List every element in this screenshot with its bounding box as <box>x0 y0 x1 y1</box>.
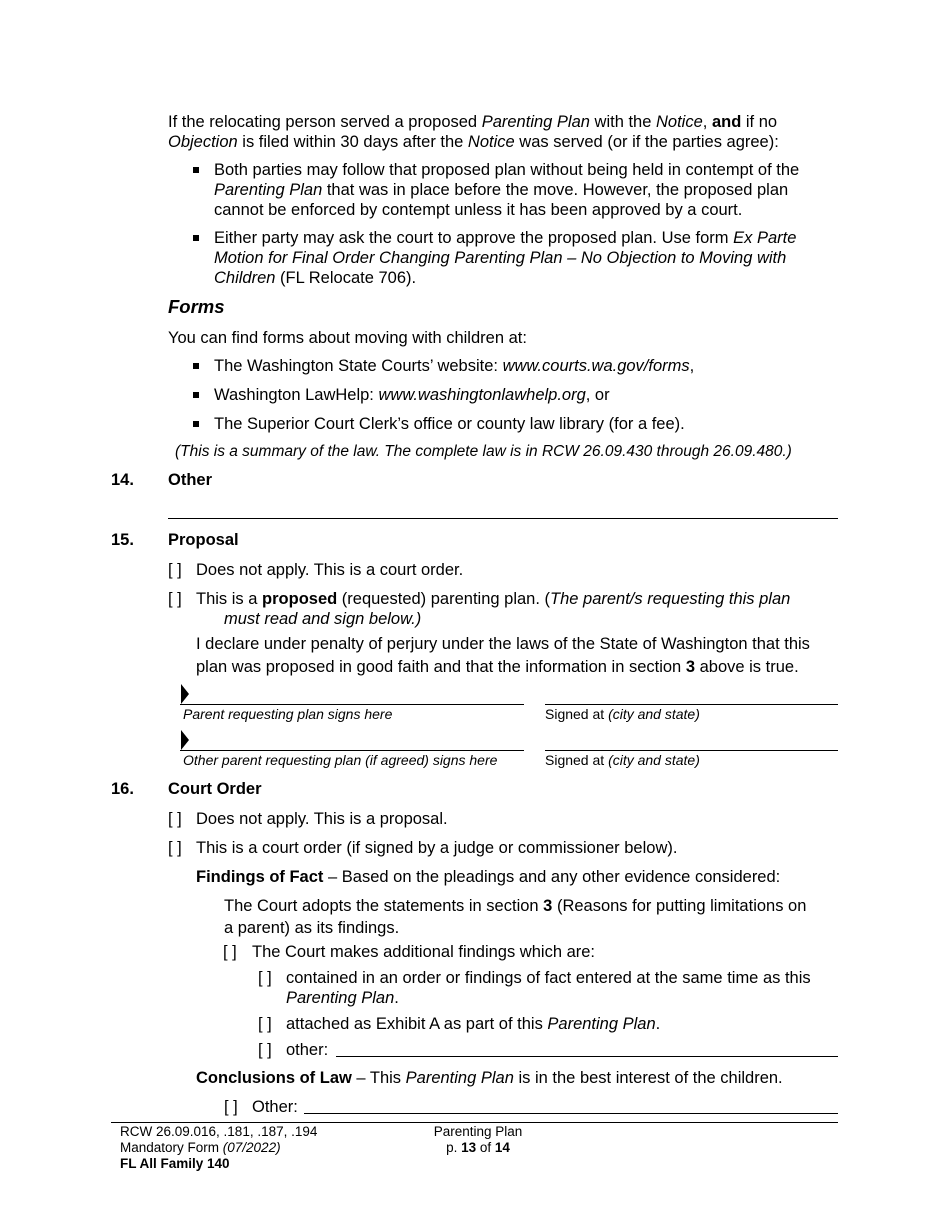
courts-link[interactable]: www.courts.wa.gov/forms <box>502 357 690 375</box>
bullet-approve-line3: Children (FL Relocate 706). <box>214 269 417 287</box>
bullet-approve-line1: Either party may ask the court to approve the proposed plan. Use form Ex Parte <box>214 229 797 247</box>
bullet-icon <box>193 392 199 398</box>
perjury-declaration-line2: plan was proposed in good faith and that the information in section 3 above is true. <box>196 658 799 676</box>
bullet-icon <box>193 167 199 173</box>
parent-signature-line[interactable] <box>180 704 524 705</box>
bullet-icon <box>193 363 199 369</box>
checkbox-exhibit-a[interactable]: [ ] <box>258 1015 272 1033</box>
signed-at-line-1[interactable] <box>545 704 838 705</box>
signed-at-label-2: Signed at (city and state) <box>545 752 700 768</box>
bullet-icon <box>193 235 199 241</box>
forms-clerk-item: The Superior Court Clerk’s office or county law library (for a fee). <box>214 415 685 433</box>
option-does-not-apply: Does not apply. This is a court order. <box>196 561 464 579</box>
forms-intro: You can find forms about moving with children at: <box>168 329 527 347</box>
forms-lawhelp-item: Washington LawHelp: www.washingtonlawhelp.org, or <box>214 386 610 404</box>
checkbox-contained-in-order[interactable]: [ ] <box>258 969 272 987</box>
section-16-title: Court Order <box>168 780 262 798</box>
sign-here-arrow-icon <box>181 684 189 704</box>
option-proposed-plan-line2: must read and sign below.) <box>224 610 422 628</box>
option-court-order: This is a court order (if signed by a judge or commissioner below). <box>196 839 678 857</box>
page-number: p. 13 of 14 <box>446 1140 510 1155</box>
forms-heading: Forms <box>168 296 225 317</box>
checkbox-does-not-apply-court-order[interactable]: [ ] <box>168 561 182 579</box>
section-14-title: Other <box>168 471 213 489</box>
perjury-declaration: I declare under penalty of perjury under the laws of the State of Washington that this plan was proposed in good faith and that the information in section 3 above is true. <box>196 633 810 679</box>
section-15-number: 15. <box>111 531 134 549</box>
bullet-contempt: Both parties may follow that proposed plan without being held in contempt of the Parenting Plan that was in place before the move. However, the proposed plan cannot be enforced by contempt unless it has been approved by a court. <box>214 161 800 219</box>
section-14-number: 14. <box>111 471 134 489</box>
bullet-icon <box>193 421 199 427</box>
forms-courts-item: The Washington State Courts’ website: www.courts.wa.gov/forms, <box>214 357 695 375</box>
conclusions-of-law: Conclusions of Law – This Parenting Plan is in the best interest of the children. <box>196 1069 783 1087</box>
other-conclusion-input-line[interactable] <box>304 1113 838 1114</box>
additional-findings-label: The Court makes additional findings which are: <box>252 943 596 961</box>
option-not-apply-proposal: Does not apply. This is a proposal. <box>196 810 448 828</box>
other-parent-signature-line[interactable] <box>180 750 524 751</box>
exhibit-a-text: attached as Exhibit A as part of this Parenting Plan. <box>286 1015 661 1033</box>
signed-at-label-1: Signed at (city and state) <box>545 706 700 722</box>
section-16-number: 16. <box>111 780 134 798</box>
checkbox-additional-findings[interactable]: [ ] <box>223 943 237 961</box>
signed-at-line-2[interactable] <box>545 750 838 751</box>
law-summary: (This is a summary of the law. The complete law is in RCW 26.09.430 through 26.09.480.) <box>175 443 792 460</box>
option-proposed-plan: This is a proposed (requested) parenting plan. (The parent/s requesting this plan <box>196 590 791 608</box>
footer-left: RCW 26.09.016, .181, .187, .194 Mandatory Form (07/2022) FL All Family 140 <box>120 1124 318 1171</box>
checkbox-proposed-plan[interactable]: [ ] <box>168 590 182 608</box>
court-adopts-line1: The Court adopts the statements in section 3 (Reasons for putting limitations on <box>224 897 807 915</box>
footer-center: Parenting Plan p. 13 of 14 <box>433 1124 523 1155</box>
bullet-approve: Either party may ask the court to approve the proposed plan. Use form Ex Parte Motion for Final Order Changing Parenting Plan – No Objection to Moving with Children (FL Relocate 706). <box>214 229 797 287</box>
court-adopts-statement: The Court adopts the statements in section 3 (Reasons for putting limitations on a parent) as its findings. <box>224 897 807 937</box>
bullet-contempt-line2: Parenting Plan that was in place before the move. However, the proposed plan <box>214 181 789 199</box>
checkbox-does-not-apply-proposal[interactable]: [ ] <box>168 810 182 828</box>
intro-line-1: If the relocating person served a proposed Parenting Plan with the Notice, and if no <box>168 113 778 131</box>
checkbox-other-findings[interactable]: [ ] <box>258 1041 272 1059</box>
section-15-title: Proposal <box>168 531 239 549</box>
other-parent-signature-label: Other parent requesting plan (if agreed) signs here <box>183 752 498 768</box>
checkbox-court-order[interactable]: [ ] <box>168 839 182 857</box>
other-conclusion-label: Other: <box>252 1098 298 1116</box>
other-findings-input-line[interactable] <box>336 1056 838 1057</box>
parent-signature-label: Parent requesting plan signs here <box>183 706 393 722</box>
lawhelp-link[interactable]: www.washingtonlawhelp.org <box>378 386 586 404</box>
findings-of-fact: Findings of Fact – Based on the pleadings and any other evidence considered: <box>196 868 781 886</box>
other-findings-label: other: <box>286 1041 329 1059</box>
sign-here-arrow-icon <box>181 730 189 750</box>
footer-mandatory: Mandatory Form (07/2022) <box>120 1140 281 1155</box>
other-input-line[interactable] <box>168 518 838 519</box>
contained-in-order-line2: Parenting Plan. <box>286 989 399 1007</box>
checkbox-other-conclusion[interactable]: [ ] <box>224 1098 238 1116</box>
contained-in-order-text: contained in an order or findings of fact entered at the same time as this Parenting Plan. <box>286 969 811 1007</box>
intro-line-2: Objection is filed within 30 days after the Notice was served (or if the parties agree): <box>168 133 779 151</box>
footer-divider <box>111 1122 838 1123</box>
